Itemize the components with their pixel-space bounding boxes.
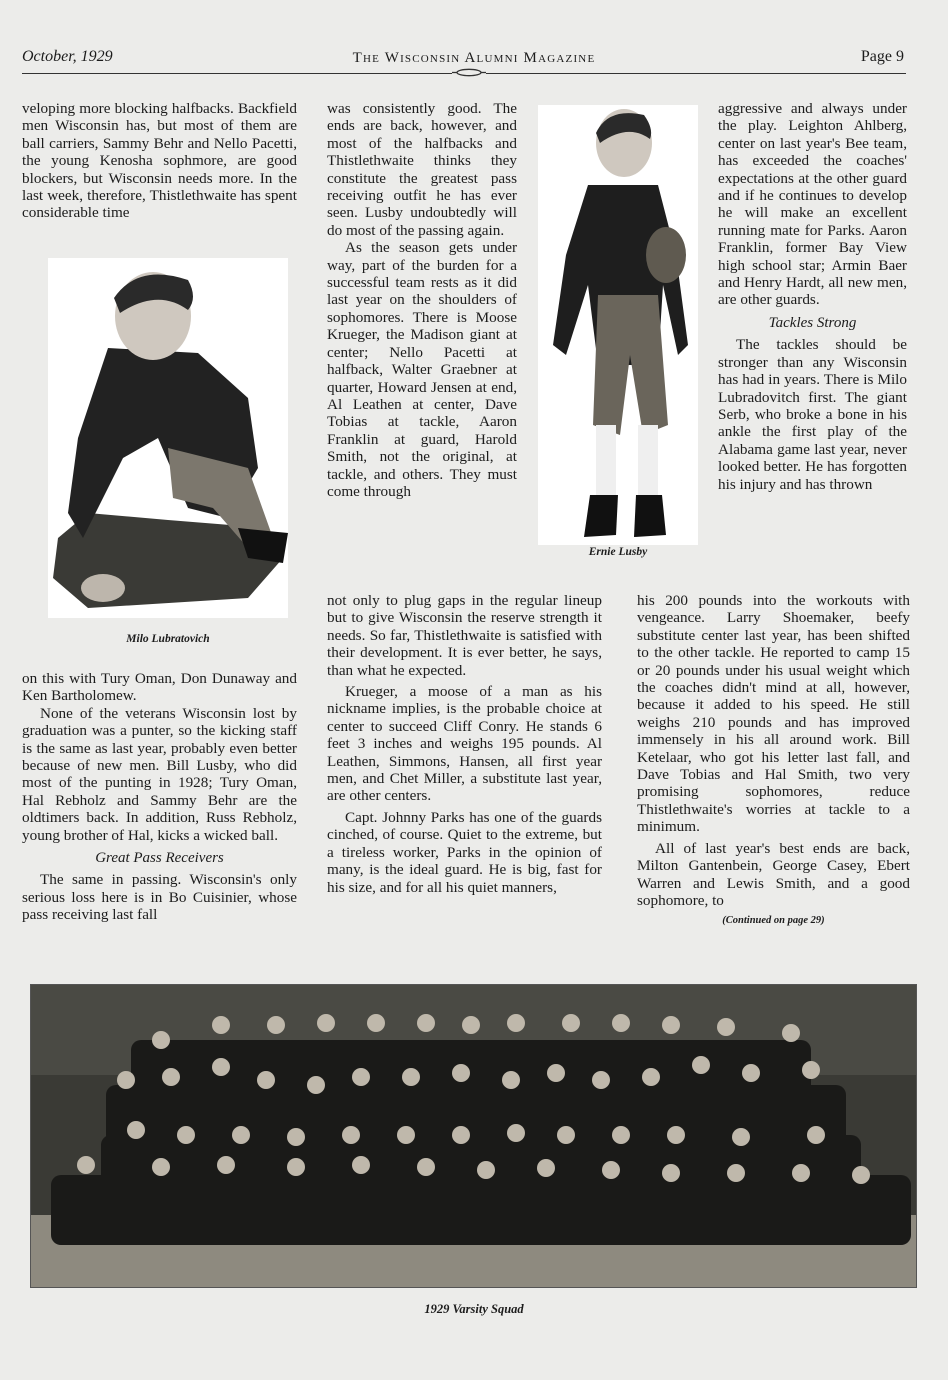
col3-paragraph-3: All of last year's best ends are back, Milton Gantenbein, George Casey, Ebert Warren and Lewis Smith, and a good sophomore, to bbox=[637, 839, 910, 909]
col3-paragraph-2: The tackles should be stronger than any Wisconsin has had in years. There is Milo Lubradovitch first. The giant Serb, who broke a bone in his ankle the first play of the Alabama game last year, never looked better. He has forgotten his injury and has thrown bbox=[718, 336, 907, 493]
team-photo-caption: 1929 Varsity Squad bbox=[424, 1302, 524, 1316]
continued-notice: (Continued on page 29) bbox=[722, 915, 825, 927]
issue-date: October, 1929 bbox=[22, 48, 113, 65]
page-number: Page 9 bbox=[860, 48, 904, 65]
magazine-title bbox=[0, 50, 948, 67]
column-2-bottom bbox=[327, 592, 602, 896]
col2-paragraph-2: As the season gets under way, part of the burden for a successful team rests as it did last year on the shoulders of sophomores. There is Moose Krueger, the Madison giant at center; Nello Pacetti at halfback, Walter Graebner at quarter, Howard Jensen at end, Al Leathen at center, Dave Tobias at tackle, Aaron Franklin at guard, Harold Smith, not the original, at tackle, and others. They must come through bbox=[327, 239, 517, 500]
subhead-great-pass-receivers: Great Pass Receivers bbox=[95, 850, 224, 867]
ernie-lusby-photo bbox=[538, 105, 698, 545]
header-ornament-icon bbox=[452, 68, 486, 77]
col3-paragraph-2-continued: his 200 pounds into the workouts with vengeance. Larry Shoemaker, beefy substitute center last year, has been shifted to the other tackle. He reported to camp 15 or 20 pounds under his usual weight which the coaches didn't mind at all, however, because it added to his speed. He still weighs 210 pounds and has improved immensely in his all around work. Bill Ketelaar, who got his letter last fall, and Dave Tobias and Hal Smith, two very promising sophomores, reduce Thistlethwaite's worries at tackle to a minimum. bbox=[637, 592, 910, 836]
col2-paragraph-3: Krueger, a moose of a man as his nickname implies, is the probable choice at center to succeed Cliff Conry. He stands 6 feet 3 inches and weighs 195 pounds. Al Leathen, Simmons, Hansen, all first year men, and Chet Miller, a substitute last year, are other centers. bbox=[327, 683, 602, 805]
milo-lubratovich-caption: Milo Lubratovich bbox=[126, 633, 210, 645]
subhead-tackles-strong: Tackles Strong bbox=[768, 314, 857, 331]
column-3-top bbox=[718, 100, 907, 493]
col1-paragraph-1: veloping more blocking halfbacks. Backfield men Wisconsin has, but most of them are ball carriers, Sammy Behr and Nello Pacetti, the young Kenosha sophmore, are good blockers, but Wisconsin needs more. In the last week, therefore, Thistlethwaite has spent considerable time bbox=[22, 100, 297, 222]
col1-paragraph-4: The same in passing. Wisconsin's only serious loss here is in Bo Cuisinier, whose pass receiving last fall bbox=[22, 871, 297, 924]
magazine-title-text: The Wisconsin Alumni Magazine bbox=[352, 50, 596, 66]
column-2-top bbox=[327, 100, 517, 500]
column-3-bottom bbox=[637, 592, 910, 930]
milo-lubratovich-photo bbox=[48, 258, 288, 618]
col3-paragraph-1: aggressive and always under the play. Leighton Ahlberg, center on last year's Bee team, has exceeded the coaches' expectations at the other guard and if he continues to develop he will make an excellent running mate for Parks. Aaron Franklin, former Bay View high school star; Armin Baer and Henry Hardt, all new men, are other guards. bbox=[718, 100, 907, 309]
col2-paragraph-1: was consistently good. The ends are back, however, and most of the halfbacks and Thistlethwaite thinks they constitute the greatest pass receiving outfit he has ever seen. Lusby undoubtedly will do most of the passing again. bbox=[327, 100, 517, 239]
col1-paragraph-3: None of the veterans Wisconsin lost by graduation was a punter, so the kicking staff is the same as last year, probably even better because of new men. Bill Lusby, who did most of the punting in 1928; Tury Oman, Hal Rebholz and Sammy Behr are the oldtimers back. In addition, Russ Rebholz, young brother of Hal, kicks a wicked ball. bbox=[22, 704, 297, 844]
team-photo bbox=[30, 984, 917, 1288]
col2-paragraph-4: Capt. Johnny Parks has one of the guards cinched, of course. Quiet to the extreme, but a tireless worker, Parks in the opinion of many, is the ideal guard. He is big, fast for his size, and for all his quiet manners, bbox=[327, 808, 602, 896]
column-1-top bbox=[22, 100, 297, 222]
col2-paragraph-2-continued: not only to plug gaps in the regular lineup but to give Wisconsin the reserve strength it needs. So far, Thistlethwaite is satisfied with their development. It is ever better, he says, than what he expected. bbox=[327, 592, 602, 679]
ernie-lusby-caption: Ernie Lusby bbox=[588, 546, 648, 558]
col1-paragraph-2: on this with Tury Oman, Don Dunaway and Ken Bartholomew. bbox=[22, 670, 297, 705]
column-1-bottom bbox=[22, 670, 297, 924]
